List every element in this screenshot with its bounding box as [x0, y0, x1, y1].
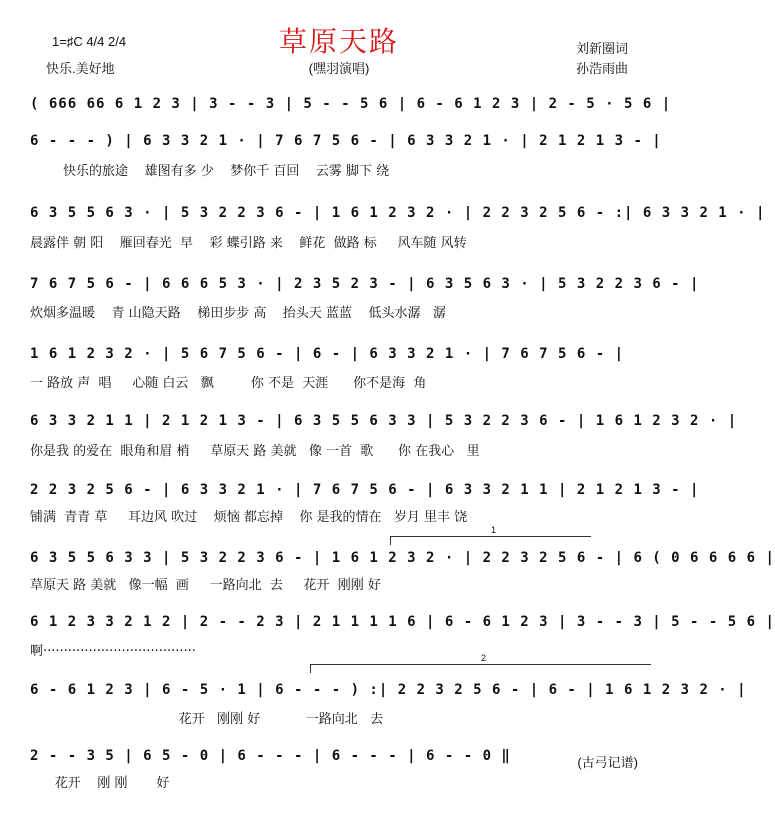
score-line-11: 2 - - 3 5 | 6 5 - 0 | 6 - - - | 6 - - - | 6 - - 0 ‖ — [30, 748, 511, 764]
lyric-line-5: 一 路放 声 唱 心随 白云 飘 你 不是 天涯 你不是海 角 — [30, 376, 427, 391]
lyric-line-2: 快乐的旅途 雄图有多 少 梦你千 百回 云雾 脚下 绕 — [30, 164, 390, 179]
lyric-line-7: 铺满 青青 草 耳边风 吹过 烦恼 都忘掉 你 是我的情在 岁月 里丰 饶 — [30, 510, 468, 525]
score-line-6: 6 3 3 2 1 1 | 2 1 2 1 3 - | 6 3 5 5 6 3 3 | 5 3 2 2 3 6 - | 1 6 1 2 3 2 · | — [30, 413, 738, 429]
lyric-line-10: 花开 刚刚 好 一路向北 去 — [30, 712, 384, 727]
lyric-line-4: 炊烟多温暖 青 山隐天路 梯田步步 高 抬头天 蓝蓝 低头水潺 潺 — [30, 306, 446, 321]
score-line-9: 6 1 2 3 3 2 1 2 | 2 - - 2 3 | 2 1 1 1 1 6 | 6 - 6 1 2 3 | 3 - - 3 | 5 - - 5 6 | — [30, 614, 775, 630]
lyricist-credit: 刘新圈词 — [575, 41, 628, 56]
score-line-8: 6 3 5 5 6 3 3 | 5 3 2 2 3 6 - | 1 6 1 2 3 2 · | 2 2 3 2 5 6 - | 6 ( 0 6 6 6 6 | — [30, 550, 775, 566]
composer-credit: 孙浩雨曲 — [575, 61, 628, 76]
key-signature: 1=♯C 4/4 2/4 — [52, 34, 127, 49]
song-title: 草原天路 — [278, 25, 399, 58]
volta-1: 1 — [390, 536, 591, 545]
singer-line: (嘿羽演唱) — [308, 61, 370, 76]
tempo-mood: 快乐.美好地 — [46, 61, 115, 76]
lyric-line-8: 草原天 路 美就 像一幅 画 一路向北 去 花开 刚刚 好 — [30, 578, 381, 593]
score-line-5: 1 6 1 2 3 2 · | 5 6 7 5 6 - | 6 - | 6 3 3 2 1 · | 7 6 7 5 6 - | — [30, 346, 625, 362]
lyric-line-3: 晨露伴 朝 阳 雁回春光 早 彩 蝶引路 来 鲜花 做路 标 风车随 风转 — [30, 236, 467, 251]
lyric-line-9: 啊····································· — [30, 644, 196, 659]
score-line-3: 6 3 5 5 6 3 · | 5 3 2 2 3 6 - | 1 6 1 2 3 2 · | 2 2 3 2 5 6 - :| 6 3 3 2 1 · | — [30, 205, 766, 221]
score-line-10: 6 - 6 1 2 3 | 6 - 5 · 1 | 6 - - - ) :| 2 2 3 2 5 6 - | 6 - | 1 6 1 2 3 2 · | — [30, 682, 747, 698]
lyric-line-11: 花开 刚 刚 好 — [30, 776, 170, 791]
lyric-line-6: 你是我 的爱在 眼角和眉 梢 草原天 路 美就 像 一首 歌 你 在我心 里 — [30, 444, 480, 459]
score-line-1: ( 666 66 6 1 2 3 | 3 - - 3 | 5 - - 5 6 | 6 - 6 1 2 3 | 2 - 5 · 5 6 | — [30, 96, 672, 112]
score-line-4: 7 6 7 5 6 - | 6 6 6 5 3 · | 2 3 5 2 3 - | 6 3 5 6 3 · | 5 3 2 2 3 6 - | — [30, 276, 700, 292]
score-line-7: 2 2 3 2 5 6 - | 6 3 3 2 1 · | 7 6 7 5 6 - | 6 3 3 2 1 1 | 2 1 2 1 3 - | — [30, 482, 700, 498]
score-line-2: 6 - - - ) | 6 3 3 2 1 · | 7 6 7 5 6 - | 6 3 3 2 1 · | 2 1 2 1 3 - | — [30, 133, 662, 149]
transcriber-note: (古弓记谱) — [577, 755, 638, 770]
volta-2: 2 — [310, 664, 651, 673]
